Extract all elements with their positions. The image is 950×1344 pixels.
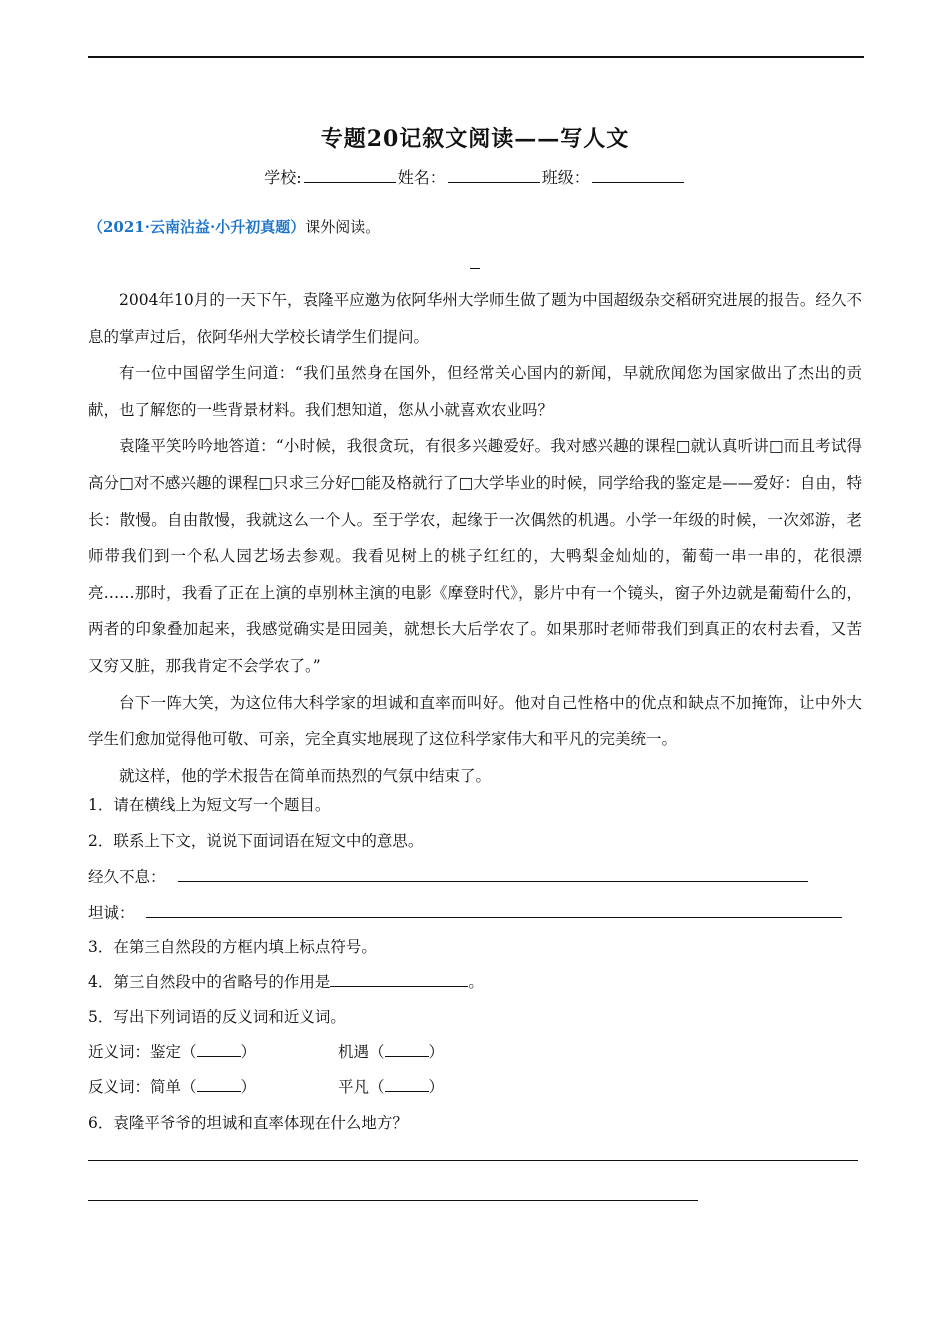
q5-ant-blank-2[interactable] — [385, 1076, 429, 1092]
q5-syn-close-1: ） — [240, 1043, 257, 1061]
q4-end: 。 — [468, 973, 484, 991]
q5-synonym-row-2 — [338, 1040, 444, 1062]
source-tag: （2021·云南沾益·小升初真题） — [88, 218, 306, 236]
passage-paragraph-3: 袁隆平笑吟吟地答道：“小时候，我很贪玩，有很多兴趣爱好。我对感兴趣的课程□就认真听讲□而且考试得高分□对不感兴趣的课程□只求三分好□能及格就行了□大学毕业的时候，同学给我的鉴定是——爱好：自由，特长：散慢。自由散慢，我就这么一个人。至于学农，起缘于一次偶然的机遇。小学一年级的时候，一次郊游，老师带我们到一个私人园艺场去参观。我看见树上的桃子红红的，大鸭梨金灿灿的，葡萄一串一串的，花很漂亮……那时，我看了正在上演的卓别林主演的电影《摩登时代》，影片中有一个镜头，窗子外边就是葡萄什么的，两者的印象叠加起来，我感觉确实是田园美，就想长大后学农了。如果那时老师带我们到真正的农村去看，又苦又穷又脏，那我肯定不会学农了。” — [88, 437, 862, 675]
q5-ant-label-2: 平凡（ — [338, 1078, 385, 1096]
q6-answer-line-2[interactable] — [88, 1200, 698, 1201]
class-label: 班级： — [541, 168, 590, 187]
page-title: 专题20记叙文阅读——写人文 — [320, 126, 630, 152]
class-blank[interactable] — [592, 168, 684, 183]
q5-syn-label-2: 机遇（ — [338, 1043, 385, 1061]
source-line — [88, 216, 380, 237]
school-label: 学校: — [264, 168, 302, 187]
student-info-line — [0, 165, 950, 188]
name-label: 姓名： — [397, 168, 446, 187]
q5-ant-label-1: 反义词：简单（ — [88, 1078, 197, 1096]
name-blank[interactable] — [448, 168, 540, 183]
passage-paragraph-1: 2004年10月的一天下午，袁隆平应邀为依阿华州大学师生做了题为中国超级杂交稻研究进展的报告。经久不息的掌声过后，依阿华州大学校长请学生们提问。 — [88, 291, 862, 346]
q5-syn-label-1: 近义词：鉴定（ — [88, 1043, 197, 1061]
q5-syn-close-2: ） — [428, 1043, 445, 1061]
q4-answer-blank[interactable] — [330, 971, 468, 987]
q2a-label: 经久不息： — [88, 868, 166, 886]
question-4 — [88, 970, 484, 992]
question-2a — [88, 865, 166, 887]
question-6: 6．袁隆平爷爷的坦诚和直率体现在什么地方？ — [88, 1114, 408, 1132]
passage-title-blank[interactable] — [470, 268, 480, 269]
question-5: 5．写出下列词语的反义词和近义词。 — [88, 1008, 346, 1026]
passage-paragraph-4: 台下一阵大笑，为这位伟大科学家的坦诚和直率而叫好。他对自己性格中的优点和缺点不加掩饰，让中外大学生们愈加觉得他可敬、可亲，完全真实地展现了这位科学家伟大和平凡的完美统一。 — [88, 693, 862, 749]
question-1: 1．请在横线上为短文写一个题目。 — [88, 796, 331, 814]
passage-paragraph-5: 就这样，他的学术报告在简单而热烈的气氛中结束了。 — [119, 766, 492, 785]
q2b-answer-line[interactable] — [146, 917, 842, 918]
q4-text: 4．第三自然段中的省略号的作用是 — [88, 973, 331, 991]
q6-answer-line-1[interactable] — [88, 1160, 858, 1161]
question-2b — [88, 901, 135, 923]
q5-ant-close-2: ） — [428, 1078, 445, 1096]
reading-passage — [88, 282, 862, 794]
q5-syn-blank-1[interactable] — [197, 1041, 241, 1057]
q2b-label: 坦诚： — [88, 904, 135, 922]
q5-ant-blank-1[interactable] — [197, 1076, 241, 1092]
q5-antonym-row — [88, 1075, 256, 1097]
passage-paragraph-2: 有一位中国留学生问道：“我们虽然身在国外，但经常关心国内的新闻，早就欣闻您为国家做出了杰出的贡献，也了解您的一些背景材料。我们想知道，您从小就喜欢农业吗？ — [88, 364, 862, 419]
school-blank[interactable] — [304, 168, 396, 183]
source-text: 课外阅读。 — [305, 218, 381, 236]
q5-ant-close-1: ） — [240, 1078, 257, 1096]
q5-antonym-row-2 — [338, 1075, 444, 1097]
q5-synonym-row — [88, 1040, 256, 1062]
header-rule — [88, 56, 864, 58]
question-3: 3．在第三自然段的方框内填上标点符号。 — [88, 938, 377, 956]
q2a-answer-line[interactable] — [178, 881, 808, 882]
q5-syn-blank-2[interactable] — [385, 1041, 429, 1057]
question-2: 2．联系上下文，说说下面词语在短文中的意思。 — [88, 832, 424, 850]
